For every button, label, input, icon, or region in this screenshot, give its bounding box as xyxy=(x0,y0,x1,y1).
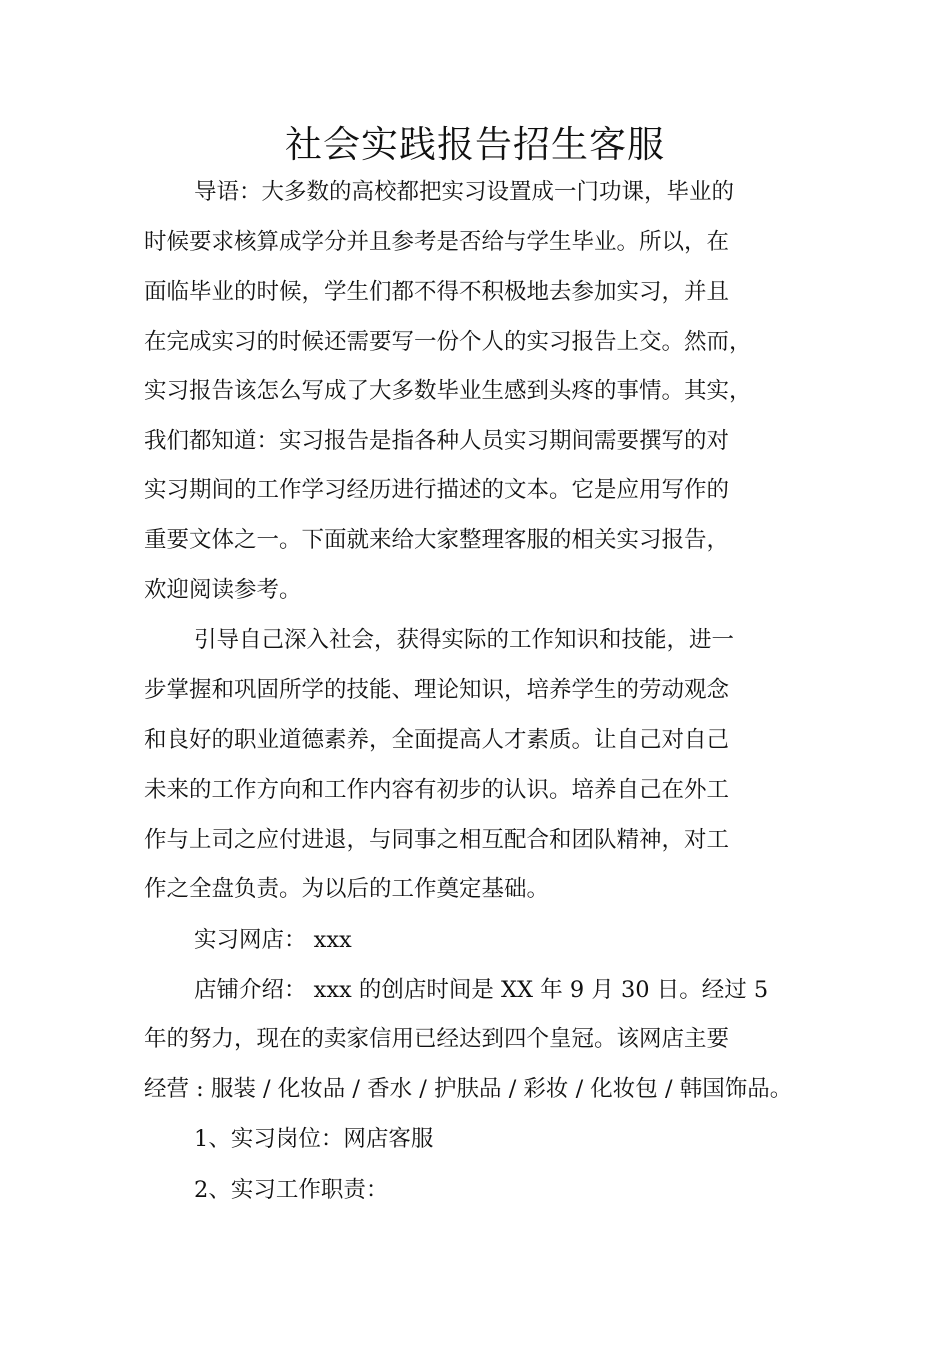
paragraph-line: 未来的工作方向和工作内容有初步的认识。培养自己在外工 xyxy=(144,777,730,803)
paragraph-line: 和良好的职业道德素养，全面提高人才素质。让自己对自己 xyxy=(144,727,730,753)
paragraph-line: 实习期间的工作学习经历进行描述的文本。它是应用写作的 xyxy=(144,477,730,503)
document-title: 社会实践报告招生客服 xyxy=(285,123,665,166)
paragraph-line: 导语：大多数的高校都把实习设置成一门功课，毕业的 xyxy=(194,179,735,205)
internship-shop-line: 实习网店： xxx xyxy=(194,927,352,953)
section-heading-2: 2、实习工作职责： xyxy=(194,1177,389,1203)
paragraph-line: 实习报告该怎么写成了大多数毕业生感到头疼的事情。其实， xyxy=(144,378,752,404)
paragraph-line: 重要文体之一。下面就来给大家整理客服的相关实习报告， xyxy=(144,527,730,553)
paragraph-line: 在完成实习的时候还需要写一份个人的实习报告上交。然而， xyxy=(144,329,752,355)
shop-intro-line: 店铺介绍： xxx 的创店时间是 XX 年 9 月 30 日。经过 5 xyxy=(194,977,769,1003)
paragraph-line: 我们都知道：实习报告是指各种人员实习期间需要撰写的对 xyxy=(144,428,730,454)
paragraph-line: 欢迎阅读参考。 xyxy=(144,577,302,603)
paragraph-line: 引导自己深入社会，获得实际的工作知识和技能，进一 xyxy=(194,627,735,653)
paragraph-line: 时候要求核算成学分并且参考是否给与学生毕业。所以，在 xyxy=(144,229,730,255)
section-heading-1: 1、实习岗位：网店客服 xyxy=(194,1126,434,1152)
paragraph-line: 步掌握和巩固所学的技能、理论知识，培养学生的劳动观念 xyxy=(144,677,730,703)
paragraph-line: 作与上司之应付进退，与同事之相互配合和团队精神，对工 xyxy=(144,827,730,853)
paragraph-line: 作之全盘负责。为以后的工作奠定基础。 xyxy=(144,876,550,902)
paragraph-line: 经营 : 服装 / 化妆品 / 香水 / 护肤品 / 彩妆 / 化妆包 / 韩国饰品。 xyxy=(144,1076,793,1102)
paragraph-line: 面临毕业的时候，学生们都不得不积极地去参加实习，并且 xyxy=(144,279,730,305)
paragraph-line: 年的努力，现在的卖家信用已经达到四个皇冠。该网店主要 xyxy=(144,1026,730,1052)
